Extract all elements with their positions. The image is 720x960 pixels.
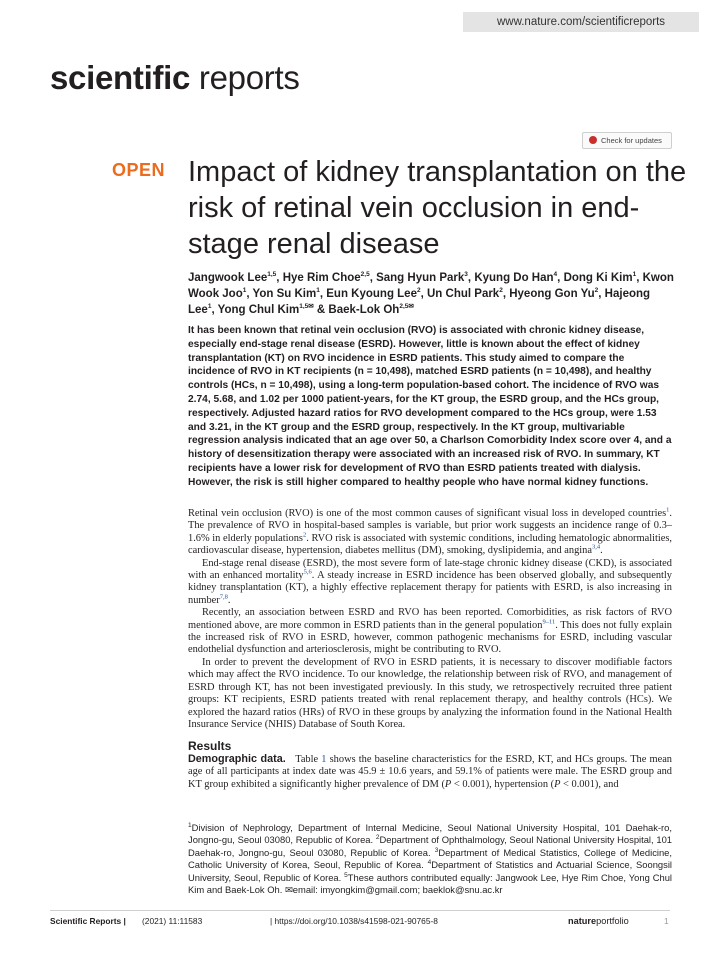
author-affiliation-marker: 2 [594, 287, 599, 295]
footer-divider [50, 910, 670, 911]
author-name[interactable]: Kyung Do Han [474, 272, 554, 284]
footer-doi-link[interactable]: | https://doi.org/10.1038/s41598-021-90765-8 [270, 916, 438, 926]
author-separator: , [369, 272, 377, 284]
footer-citation: (2021) 11:11583 [142, 916, 203, 926]
author-name[interactable]: Un Chul Park [427, 288, 500, 300]
email-icon: ✉ [284, 884, 293, 896]
author-affiliation-marker: 2,5✉ [399, 303, 414, 311]
affiliations: $^1$Division of Nephrology, Department of Internal Medicine, Seoul National University Hospital, 101 Daehak-ro, Jongno-gu, Seoul 03080, Republic of Korea. $^2$Department of Ophthalmology, Seoul National University Hospital, 101 Daehak-ro, Jongno-gu, Seoul 03080, Republic of Korea. $^3$Department of Medical Statistics, College of Medicine, Catholic University of Korea, Seoul, Republic of Korea. $^4$Department of Statistics and Actuarial Science, Soongsil University, Seoul, Republic of Korea. $^5$These authors contributed equally: Jangwook Lee, Hye Rim Choe, Yong Chul Kim and Baek-Lok Oh. ✉email: imyongkim@gmail.com; baeklok@snu.ac.kr [188, 821, 672, 896]
article-title: Impact of kidney transplantation on the risk of retinal vein occlusion in end-stage renal disease [188, 156, 687, 260]
author-separator: , [636, 272, 643, 284]
author-affiliation-marker: 3 [464, 271, 468, 279]
crossmark-icon [589, 136, 597, 144]
author-name[interactable]: Kwon Wook Joo [188, 272, 674, 300]
journal-logo-rest: reports [190, 59, 300, 96]
journal-logo-bold: scientific [50, 59, 191, 96]
table-link[interactable]: 1 [321, 754, 327, 765]
journal-url-bar[interactable]: www.nature.com/scientificreports [463, 12, 699, 32]
reference-link[interactable]: 3,4 [591, 543, 601, 551]
correspondence-email[interactable]: email: imyongkim@gmail.com; baeklok@snu.ac.kr [292, 884, 503, 896]
footer-journal: Scientific Reports | [50, 916, 126, 926]
author-affiliation-marker: 1,5 [267, 271, 277, 279]
author-name[interactable]: Hye Rim Choe [282, 272, 361, 284]
reference-link[interactable]: 1 [666, 506, 670, 514]
page-number: 1 [664, 916, 669, 926]
demographic-subheading: Demographic data. [188, 753, 286, 765]
author-separator: , [502, 288, 510, 300]
author-affiliation-marker: 1 [316, 287, 320, 295]
paragraph-3: Recently, an association between ESRD and RVO has been reported. Comorbidities, as risk factors of RVO mentioned above, are more common in ESRD patients than in the general population$^{9-11}$. This does not fully explain the increased risk of RVO in ESRD, however, common pathogenic mechanisms for ESRD, including vascular endothelial dysfunction and arteriosclerosis, might be contributing to RVO. [188, 607, 673, 656]
author-affiliation-marker: 1 [632, 271, 637, 279]
author-name[interactable]: Eun Kyoung Lee [326, 288, 417, 300]
author-separator: , [276, 272, 283, 284]
reference-link[interactable]: 2 [302, 531, 307, 539]
reference-link[interactable]: 5,6 [303, 568, 312, 576]
author-affiliation-marker: 2,5 [360, 271, 370, 279]
reference-link[interactable]: 9–11 [542, 618, 556, 626]
author-name[interactable]: Dong Ki Kim [563, 272, 633, 284]
author-separator: , [246, 288, 253, 300]
author-separator: , [420, 288, 427, 300]
author-affiliation-marker: 1,5✉ [299, 303, 314, 311]
open-access-label: OPEN [112, 160, 166, 180]
author-name[interactable]: Yong Chul Kim [217, 304, 300, 316]
publisher-logo: natureportfolio [568, 916, 629, 926]
author-affiliation-marker: 4 [553, 271, 558, 279]
paragraph-1: Retinal vein occlusion (RVO) is one of the most common causes of significant visual loss in developed countries$^1$. The prevalence of RVO in hospital-based samples is variable, but prior work suggests an incidence range of 0.3–1.6% in elderly populations$^2$. RVO risk is associated with systemic conditions, including hematologic abnormalities, cardiovascular disease, hypertension, diabetes mellitus (DM), smoking, dyslipidemia, and angina$^{3,4}$. [188, 506, 673, 557]
author-affiliation-marker: 1 [242, 287, 247, 295]
author-separator: , [319, 288, 327, 300]
author-separator: , [557, 272, 564, 284]
results-paragraph: Demographic data. Table 1 shows the baseline characteristics for the ESRD, KT, and HCs groups. The mean age of all participants at index date was 45.9 ± 10.6 years, and 59.1% of patients were male. The ESRD group and KT group exhibited a significantly higher prevalence of DM (P < 0.001), hypertension (P < 0.001), and [188, 753, 673, 790]
author-affiliation-marker: 2 [416, 287, 421, 295]
author-affiliation-marker: 2 [499, 287, 503, 295]
author-separator: , [598, 288, 605, 300]
introduction-body [188, 508, 672, 731]
check-for-updates-button[interactable] [582, 132, 672, 149]
check-for-updates-label: Check for updates [601, 136, 662, 145]
author-name[interactable]: Yon Su Kim [252, 288, 317, 300]
author-separator: & [313, 304, 329, 316]
paragraph-4: In order to prevent the development of RVO in ESRD patients, it is necessary to discover modifiable factors which may affect the RVO incidence. To our knowledge, the relationship between risk of RVO, and management of ESRD through KT, has not been investigated previously. In this study, we retrospectively recruited three patient groups: KT recipients, ESRD patients treated with renal replacement therapy, and healthy controls (HCs). We explored the hazard ratios (HRs) of RVO in these groups by analyzing the information found in the National Health Insurance Service (NHIS) Database of South Korea. [188, 656, 672, 730]
author-separator: , [467, 272, 475, 284]
author-affiliation-marker: 1 [207, 303, 212, 311]
author-separator: , [211, 304, 218, 316]
author-list [188, 270, 678, 318]
author-name[interactable]: Sang Hyun Park [376, 272, 465, 284]
author-name[interactable]: Baek-Lok Oh [328, 304, 400, 316]
page-footer [50, 914, 670, 928]
reference-link[interactable]: 7,8 [219, 593, 228, 601]
author-name[interactable]: Jangwook Lee [188, 272, 268, 284]
journal-logo [50, 58, 300, 98]
author-name[interactable]: Hyeong Gon Yu [509, 288, 595, 300]
author-name[interactable]: Hajeong Lee [188, 288, 651, 316]
results-heading: Results [188, 739, 232, 753]
paragraph-2: End-stage renal disease (ESRD), the most severe form of late-stage chronic kidney disease (CKD), is associated with an enhanced mortality$^{5,6}$. A steady increase in ESRD incidence has been observed globally, and subsequently kidney transplantation (KT), a highly effective replacement therapy for patients with ESRD, is also increasing in number$^{7,8}$. [188, 557, 672, 606]
abstract: It has been known that retinal vein occlusion (RVO) is associated with chronic kidney disease, especially end-stage renal disease (ESRD). However, little is known about the effect of kidney transplantation (KT) on RVO incidence in ESRD patients. This study aimed to compare the incidence of RVO in KT recipients (n = 10,498), matched ESRD patients (n = 10,498), and healthy controls (HCs, n = 10,498), using a long-term population-based cohort. The incidence of RVO was 2.74, 5.68, and 1.02 per 1000 patient-years, for the KT group, the ESRD group, and the HCs group, respectively. Adjusted hazard ratios for RVO development compared to the HCs group, were 1.53 and 3.21, in the KT group and the ESRD group, respectively. In the KT group, multivariable regression analysis indicated that an age over 50, a Charlson Comorbidity Index score over 4, and a history of desensitization therapy were associated with an increased risk of RVO. In summary, KT recipients have a lower risk for development of RVO than ESRD patients treated with dialysis. However, the risk is still higher compared to healthy people who have normal kidney functions. [188, 325, 672, 488]
